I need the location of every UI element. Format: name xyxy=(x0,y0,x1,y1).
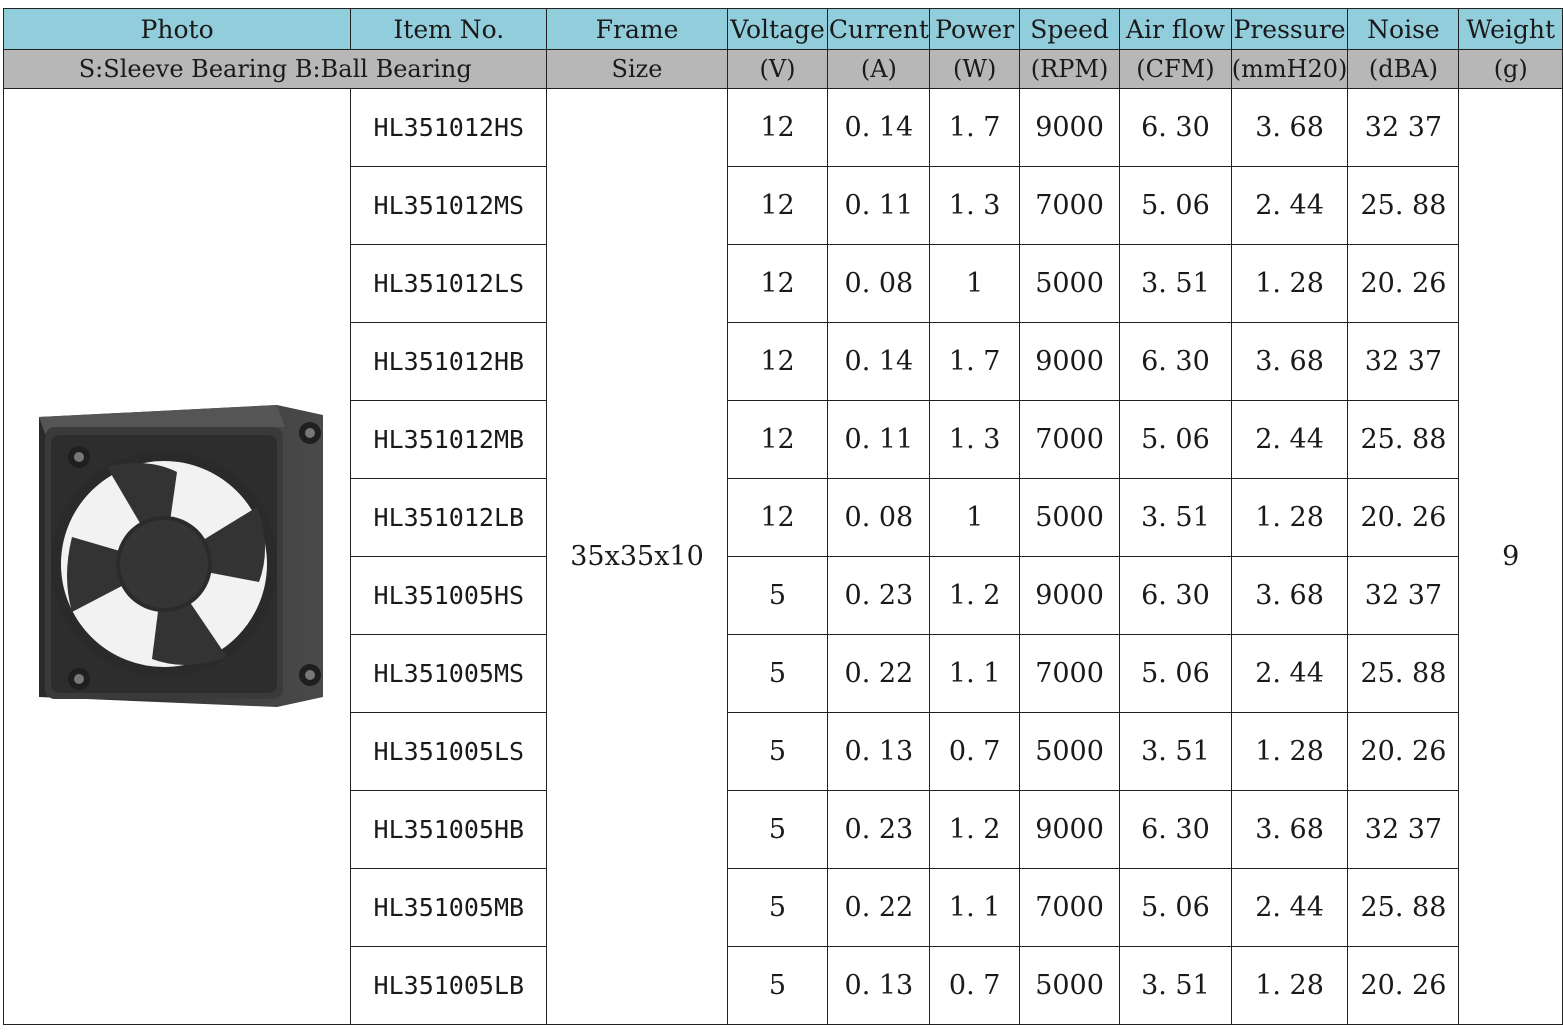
item-no-cell: HL351012MB xyxy=(351,401,547,479)
noise-cell: 25. 88 xyxy=(1348,167,1459,245)
header-air-flow: Air flow xyxy=(1120,9,1232,50)
current-cell: 0. 23 xyxy=(828,791,930,869)
photo-cell xyxy=(4,89,351,1025)
power-cell: 1 xyxy=(930,479,1020,557)
header-frame: Frame xyxy=(547,9,727,50)
voltage-cell: 12 xyxy=(727,479,828,557)
power-cell: 1. 2 xyxy=(930,791,1020,869)
current-cell: 0. 23 xyxy=(828,557,930,635)
pressure-cell: 1. 28 xyxy=(1231,479,1348,557)
pressure-cell: 3. 68 xyxy=(1231,557,1348,635)
noise-cell: 20. 26 xyxy=(1348,713,1459,791)
speed-cell: 5000 xyxy=(1019,713,1119,791)
item-no-cell: HL351005HB xyxy=(351,791,547,869)
header-photo: Photo xyxy=(4,9,351,50)
power-cell: 1. 1 xyxy=(930,869,1020,947)
unit-current: (A) xyxy=(828,50,930,89)
noise-cell: 20. 26 xyxy=(1348,947,1459,1025)
voltage-cell: 12 xyxy=(727,323,828,401)
pressure-cell: 1. 28 xyxy=(1231,713,1348,791)
voltage-cell: 5 xyxy=(727,869,828,947)
air-flow-cell: 6. 30 xyxy=(1120,557,1232,635)
current-cell: 0. 11 xyxy=(828,401,930,479)
power-cell: 1. 7 xyxy=(930,89,1020,167)
speed-cell: 5000 xyxy=(1019,245,1119,323)
speed-cell: 7000 xyxy=(1019,401,1119,479)
noise-cell: 32 37 xyxy=(1348,791,1459,869)
speed-cell: 5000 xyxy=(1019,479,1119,557)
current-cell: 0. 08 xyxy=(828,479,930,557)
power-cell: 1. 2 xyxy=(930,557,1020,635)
header-noise: Noise xyxy=(1348,9,1459,50)
item-no-cell: HL351012HB xyxy=(351,323,547,401)
item-no-cell: HL351012HS xyxy=(351,89,547,167)
air-flow-cell: 3. 51 xyxy=(1120,245,1232,323)
power-cell: 1. 3 xyxy=(930,167,1020,245)
power-cell: 1. 1 xyxy=(930,635,1020,713)
noise-cell: 25. 88 xyxy=(1348,635,1459,713)
voltage-cell: 12 xyxy=(727,401,828,479)
noise-cell: 25. 88 xyxy=(1348,401,1459,479)
noise-cell: 20. 26 xyxy=(1348,479,1459,557)
item-no-cell: HL351005MB xyxy=(351,869,547,947)
noise-cell: 32 37 xyxy=(1348,557,1459,635)
header-speed: Speed xyxy=(1019,9,1119,50)
voltage-cell: 5 xyxy=(727,713,828,791)
power-cell: 1. 7 xyxy=(930,323,1020,401)
unit-power: (W) xyxy=(930,50,1020,89)
speed-cell: 7000 xyxy=(1019,869,1119,947)
air-flow-cell: 6. 30 xyxy=(1120,323,1232,401)
air-flow-cell: 5. 06 xyxy=(1120,635,1232,713)
bearing-note: S:Sleeve Bearing B:Ball Bearing xyxy=(4,50,547,89)
pressure-cell: 1. 28 xyxy=(1231,245,1348,323)
table-row xyxy=(4,89,1563,167)
frame-size-cell: 35x35x10 xyxy=(547,89,727,1025)
header-row-titles xyxy=(4,9,1563,50)
current-cell: 0. 11 xyxy=(828,167,930,245)
speed-cell: 7000 xyxy=(1019,167,1119,245)
noise-cell: 20. 26 xyxy=(1348,245,1459,323)
unit-pressure: (mmH20) xyxy=(1231,50,1348,89)
item-no-cell: HL351012LB xyxy=(351,479,547,557)
pressure-cell: 3. 68 xyxy=(1231,323,1348,401)
voltage-cell: 5 xyxy=(727,947,828,1025)
air-flow-cell: 6. 30 xyxy=(1120,89,1232,167)
speed-cell: 9000 xyxy=(1019,791,1119,869)
header-voltage: Voltage xyxy=(727,9,828,50)
air-flow-cell: 5. 06 xyxy=(1120,401,1232,479)
air-flow-cell: 3. 51 xyxy=(1120,479,1232,557)
speed-cell: 9000 xyxy=(1019,89,1119,167)
unit-speed: (RPM) xyxy=(1019,50,1119,89)
voltage-cell: 5 xyxy=(727,791,828,869)
fan-spec-table xyxy=(3,8,1563,1025)
air-flow-cell: 5. 06 xyxy=(1120,869,1232,947)
pressure-cell: 2. 44 xyxy=(1231,401,1348,479)
unit-voltage: (V) xyxy=(727,50,828,89)
air-flow-cell: 6. 30 xyxy=(1120,791,1232,869)
header-pressure: Pressure xyxy=(1231,9,1348,50)
pressure-cell: 3. 68 xyxy=(1231,791,1348,869)
header-item-no: Item No. xyxy=(351,9,547,50)
voltage-cell: 5 xyxy=(727,635,828,713)
current-cell: 0. 13 xyxy=(828,713,930,791)
speed-cell: 7000 xyxy=(1019,635,1119,713)
header-power: Power xyxy=(930,9,1020,50)
power-cell: 0. 7 xyxy=(930,713,1020,791)
voltage-cell: 12 xyxy=(727,167,828,245)
header-row-units xyxy=(4,50,1563,89)
power-cell: 0. 7 xyxy=(930,947,1020,1025)
unit-weight: (g) xyxy=(1459,50,1563,89)
item-no-cell: HL351012MS xyxy=(351,167,547,245)
voltage-cell: 12 xyxy=(727,89,828,167)
voltage-cell: 5 xyxy=(727,557,828,635)
unit-noise: (dBA) xyxy=(1348,50,1459,89)
fan-icon xyxy=(27,397,327,717)
pressure-cell: 2. 44 xyxy=(1231,635,1348,713)
current-cell: 0. 14 xyxy=(828,89,930,167)
noise-cell: 25. 88 xyxy=(1348,869,1459,947)
item-no-cell: HL351005LS xyxy=(351,713,547,791)
item-no-cell: HL351012LS xyxy=(351,245,547,323)
header-current: Current xyxy=(828,9,930,50)
air-flow-cell: 3. 51 xyxy=(1120,947,1232,1025)
air-flow-cell: 5. 06 xyxy=(1120,167,1232,245)
current-cell: 0. 13 xyxy=(828,947,930,1025)
speed-cell: 9000 xyxy=(1019,557,1119,635)
noise-cell: 32 37 xyxy=(1348,89,1459,167)
current-cell: 0. 22 xyxy=(828,635,930,713)
current-cell: 0. 22 xyxy=(828,869,930,947)
item-no-cell: HL351005HS xyxy=(351,557,547,635)
speed-cell: 9000 xyxy=(1019,323,1119,401)
current-cell: 0. 08 xyxy=(828,245,930,323)
fan-image xyxy=(4,397,350,717)
pressure-cell: 2. 44 xyxy=(1231,167,1348,245)
pressure-cell: 1. 28 xyxy=(1231,947,1348,1025)
noise-cell: 32 37 xyxy=(1348,323,1459,401)
air-flow-cell: 3. 51 xyxy=(1120,713,1232,791)
header-weight: Weight xyxy=(1459,9,1563,50)
item-no-cell: HL351005MS xyxy=(351,635,547,713)
current-cell: 0. 14 xyxy=(828,323,930,401)
speed-cell: 5000 xyxy=(1019,947,1119,1025)
power-cell: 1. 3 xyxy=(930,401,1020,479)
pressure-cell: 3. 68 xyxy=(1231,89,1348,167)
weight-cell: 9 xyxy=(1459,89,1563,1025)
power-cell: 1 xyxy=(930,245,1020,323)
voltage-cell: 12 xyxy=(727,245,828,323)
pressure-cell: 2. 44 xyxy=(1231,869,1348,947)
unit-air-flow: (CFM) xyxy=(1120,50,1232,89)
unit-size: Size xyxy=(547,50,727,89)
item-no-cell: HL351005LB xyxy=(351,947,547,1025)
